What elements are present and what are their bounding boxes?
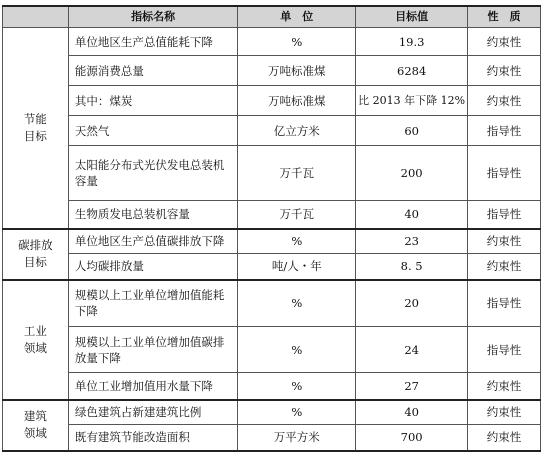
category-label-line: 目标 bbox=[23, 128, 47, 143]
indicator-table-container bbox=[2, 5, 541, 452]
indicator-name: 人均碳排放量 bbox=[68, 254, 238, 280]
indicator-unit: % bbox=[238, 280, 356, 327]
indicator-unit: % bbox=[238, 373, 356, 400]
indicator-name: 其中：煤炭 bbox=[68, 86, 238, 116]
header-indicator-name: 指标名称 bbox=[68, 6, 238, 28]
indicator-name: 规模以上工业单位增加值能耗下降 bbox=[68, 280, 238, 327]
indicator-unit: 万吨标准煤 bbox=[238, 56, 356, 86]
table-row bbox=[3, 116, 541, 146]
indicator-target: 200 bbox=[356, 146, 468, 201]
indicator-target: 60 bbox=[356, 116, 468, 146]
indicator-name: 能源消费总量 bbox=[68, 56, 238, 86]
category-label-line: 碳排放 bbox=[18, 238, 53, 252]
indicator-nature: 指导性 bbox=[468, 201, 541, 229]
table-row bbox=[3, 28, 541, 56]
indicator-name: 太阳能分布式光伏发电总装机容量 bbox=[68, 146, 238, 201]
indicator-unit: 万千瓦 bbox=[238, 146, 356, 201]
indicator-target: 19.3 bbox=[356, 28, 468, 56]
indicator-unit: % bbox=[238, 229, 356, 254]
indicator-target: 23 bbox=[356, 229, 468, 254]
header-category bbox=[3, 6, 69, 28]
indicator-name: 单位地区生产总值能耗下降 bbox=[68, 28, 238, 56]
indicator-name: 规模以上工业单位增加值碳排放量下降 bbox=[68, 327, 238, 373]
table-row bbox=[3, 327, 541, 373]
indicator-nature: 约束性 bbox=[468, 86, 541, 116]
indicator-name: 既有建筑节能改造面积 bbox=[68, 425, 238, 451]
indicator-target: 比 2013 年下降 12% bbox=[356, 86, 468, 116]
indicator-target: 27 bbox=[356, 373, 468, 400]
indicator-target: 20 bbox=[356, 280, 468, 327]
indicator-nature: 约束性 bbox=[468, 425, 541, 451]
indicator-nature: 指导性 bbox=[468, 116, 541, 146]
table-row bbox=[3, 146, 541, 201]
table-row bbox=[3, 254, 541, 280]
indicator-target: 8. 5 bbox=[356, 254, 468, 280]
table-row bbox=[3, 280, 541, 327]
indicator-unit: 亿立方米 bbox=[238, 116, 356, 146]
table-row bbox=[3, 201, 541, 229]
indicator-table bbox=[2, 5, 541, 452]
indicator-nature: 约束性 bbox=[468, 28, 541, 56]
indicator-nature: 约束性 bbox=[468, 56, 541, 86]
table-row bbox=[3, 229, 541, 254]
category-cell bbox=[3, 280, 69, 400]
indicator-target: 40 bbox=[356, 400, 468, 425]
header-target-value: 目标值 bbox=[356, 6, 468, 28]
category-cell bbox=[3, 28, 69, 229]
indicator-name: 单位地区生产总值碳排放下降 bbox=[68, 229, 238, 254]
table-row bbox=[3, 425, 541, 451]
indicator-nature: 约束性 bbox=[468, 254, 541, 280]
table-row bbox=[3, 400, 541, 425]
category-cell bbox=[3, 400, 69, 451]
category-label-line: 工业 bbox=[23, 323, 47, 338]
indicator-nature: 指导性 bbox=[468, 280, 541, 327]
category-label-line: 领域 bbox=[23, 426, 47, 440]
indicator-unit: 万吨标准煤 bbox=[238, 86, 356, 116]
indicator-target: 6284 bbox=[356, 56, 468, 86]
table-row bbox=[3, 86, 541, 116]
indicator-target: 24 bbox=[356, 327, 468, 373]
category-label-line: 目标 bbox=[23, 255, 47, 269]
header-nature: 性 质 bbox=[468, 6, 541, 28]
indicator-name: 天然气 bbox=[68, 116, 238, 146]
indicator-target: 700 bbox=[356, 425, 468, 451]
category-cell bbox=[3, 229, 69, 280]
category-label-line: 节能 bbox=[23, 111, 47, 126]
indicator-unit: 万千瓦 bbox=[238, 201, 356, 229]
category-label-line: 建筑 bbox=[23, 409, 47, 423]
header-unit: 单 位 bbox=[238, 6, 356, 28]
indicator-nature: 指导性 bbox=[468, 327, 541, 373]
indicator-name: 生物质发电总装机容量 bbox=[68, 201, 238, 229]
indicator-name: 绿色建筑占新建建筑比例 bbox=[68, 400, 238, 425]
indicator-unit: 万平方米 bbox=[238, 425, 356, 451]
table-row bbox=[3, 373, 541, 400]
header-row bbox=[3, 6, 541, 28]
indicator-nature: 约束性 bbox=[468, 400, 541, 425]
indicator-unit: % bbox=[238, 400, 356, 425]
indicator-unit: % bbox=[238, 28, 356, 56]
indicator-nature: 约束性 bbox=[468, 373, 541, 400]
indicator-target: 40 bbox=[356, 201, 468, 229]
indicator-name: 单位工业增加值用水量下降 bbox=[68, 373, 238, 400]
table-row bbox=[3, 56, 541, 86]
category-label-line: 领域 bbox=[23, 340, 47, 355]
indicator-unit: 吨/人・年 bbox=[238, 254, 356, 280]
indicator-unit: % bbox=[238, 327, 356, 373]
indicator-nature: 指导性 bbox=[468, 146, 541, 201]
indicator-nature: 约束性 bbox=[468, 229, 541, 254]
